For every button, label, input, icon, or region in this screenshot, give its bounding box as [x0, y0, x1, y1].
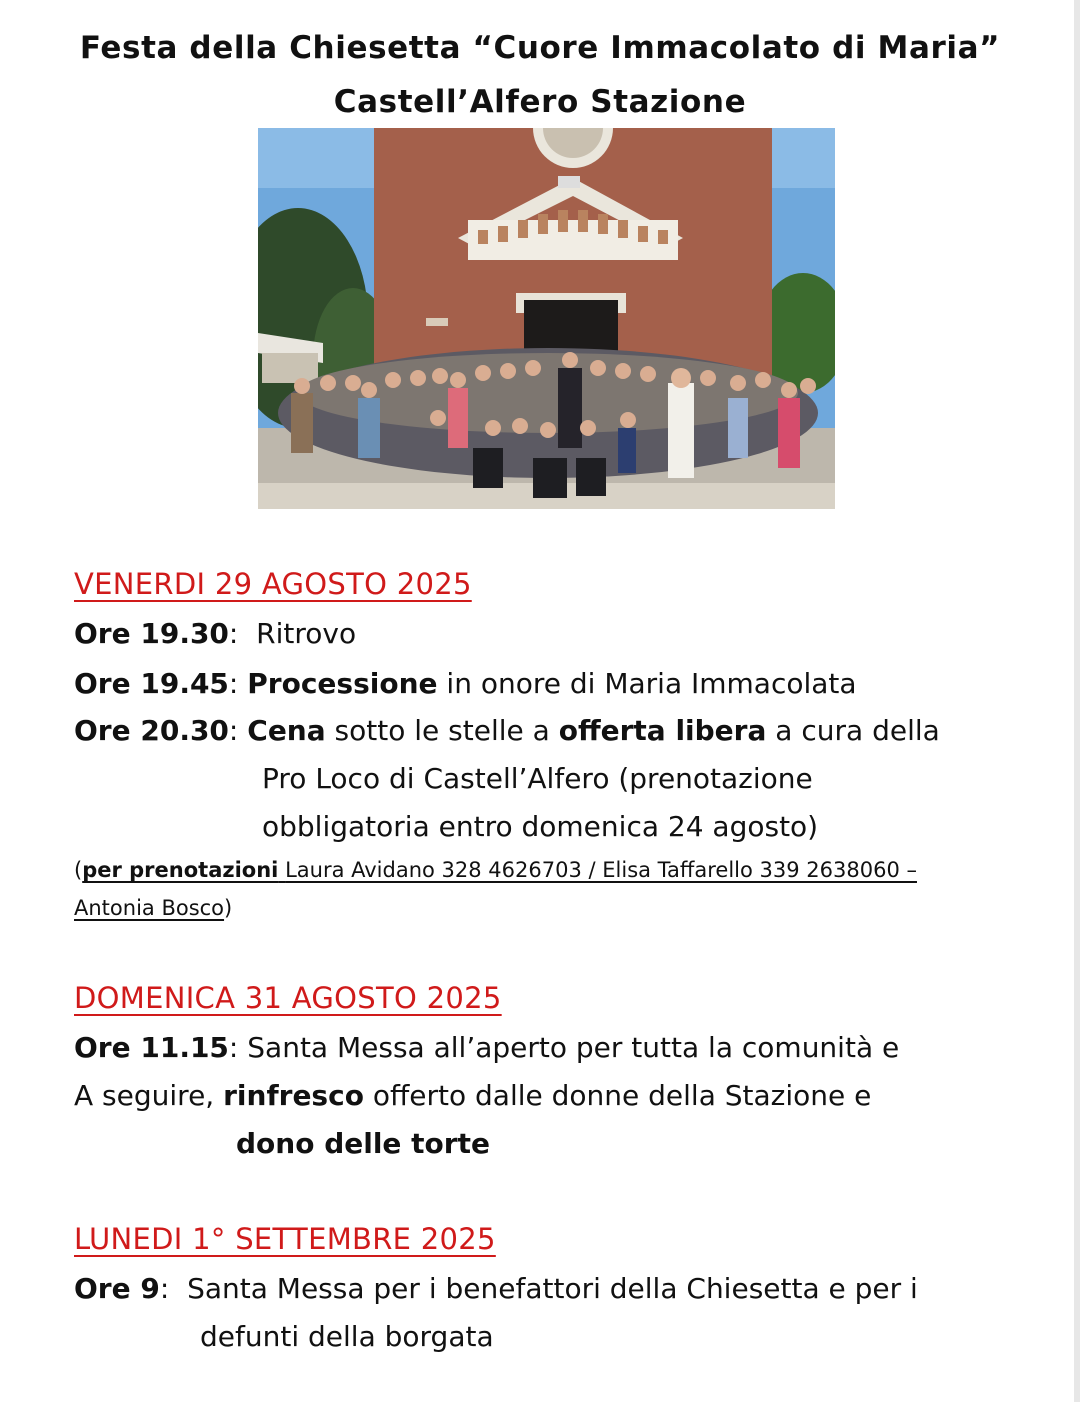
event-description: in onore di Maria Immacolata — [446, 667, 857, 700]
event-description: a cura della — [775, 714, 940, 747]
event-description: Santa Messa all’aperto per tutta la comunità e — [247, 1031, 900, 1064]
event-time: Ore 9 — [74, 1272, 160, 1305]
schedule-item: Ore 20.30: Cena sotto le stelle a offerta libera a cura della — [74, 714, 940, 747]
contacts-text: Laura Avidano 328 4626703 / Elisa Taffarello 339 2638060 – — [285, 858, 917, 882]
schedule-item — [74, 1079, 871, 1112]
booking-contacts-continued — [74, 896, 232, 920]
event-time: Ore 19.45 — [74, 667, 229, 700]
event-title: Festa della Chiesetta “Cuore Immacolato di Maria” — [79, 30, 1001, 66]
schedule-item: Ore 19.45: Processione in onore di Maria Immacolata — [74, 667, 857, 700]
event-highlight: rinfresco — [223, 1079, 364, 1112]
contacts-label: per prenotazioni — [82, 858, 279, 882]
event-description: A seguire, — [74, 1079, 215, 1112]
event-description: sotto le stelle a — [334, 714, 550, 747]
church-group-photo-icon — [258, 128, 835, 509]
event-highlight: Processione — [247, 667, 438, 700]
event-time: Ore 20.30 — [74, 714, 229, 747]
event-description: offerto dalle donne della Stazione e — [372, 1079, 872, 1112]
contacts-text: Antonia Bosco — [74, 896, 225, 920]
schedule-item: Ore 19.30: Ritrovo — [74, 617, 357, 650]
schedule-item: Ore 11.15: Santa Messa all’aperto per tutta la comunità e — [74, 1031, 900, 1064]
event-description: Santa Messa per i benefattori della Chiesetta e per i — [187, 1272, 918, 1305]
event-highlight: offerta libera — [558, 714, 767, 747]
event-description-continued: obbligatoria entro domenica 24 agosto) — [262, 810, 819, 843]
schedule-item: Ore 9: Santa Messa per i benefattori della Chiesetta e per i — [74, 1272, 918, 1305]
booking-contacts — [74, 858, 917, 882]
contacts-open-paren: ( — [74, 858, 83, 882]
day-heading-sunday: DOMENICA 31 AGOSTO 2025 — [74, 981, 502, 1015]
day-heading-friday: VENERDI 29 AGOSTO 2025 — [74, 567, 472, 601]
event-location: Castell’Alfero Stazione — [333, 84, 747, 120]
event-description-continued: Pro Loco di Castell’Alfero (prenotazione — [262, 762, 813, 795]
contacts-close-paren: ) — [224, 896, 233, 920]
event-description-continued: defunti della borgata — [200, 1320, 494, 1353]
event-description: Ritrovo — [256, 617, 357, 650]
event-highlight: Cena — [247, 714, 326, 747]
event-time: Ore 19.30 — [74, 617, 229, 650]
day-heading-monday: LUNEDI 1° SETTEMBRE 2025 — [74, 1222, 496, 1256]
event-highlight: dono delle torte — [236, 1127, 490, 1160]
page-edge-shadow — [1074, 0, 1080, 1402]
event-time: Ore 11.15 — [74, 1031, 229, 1064]
